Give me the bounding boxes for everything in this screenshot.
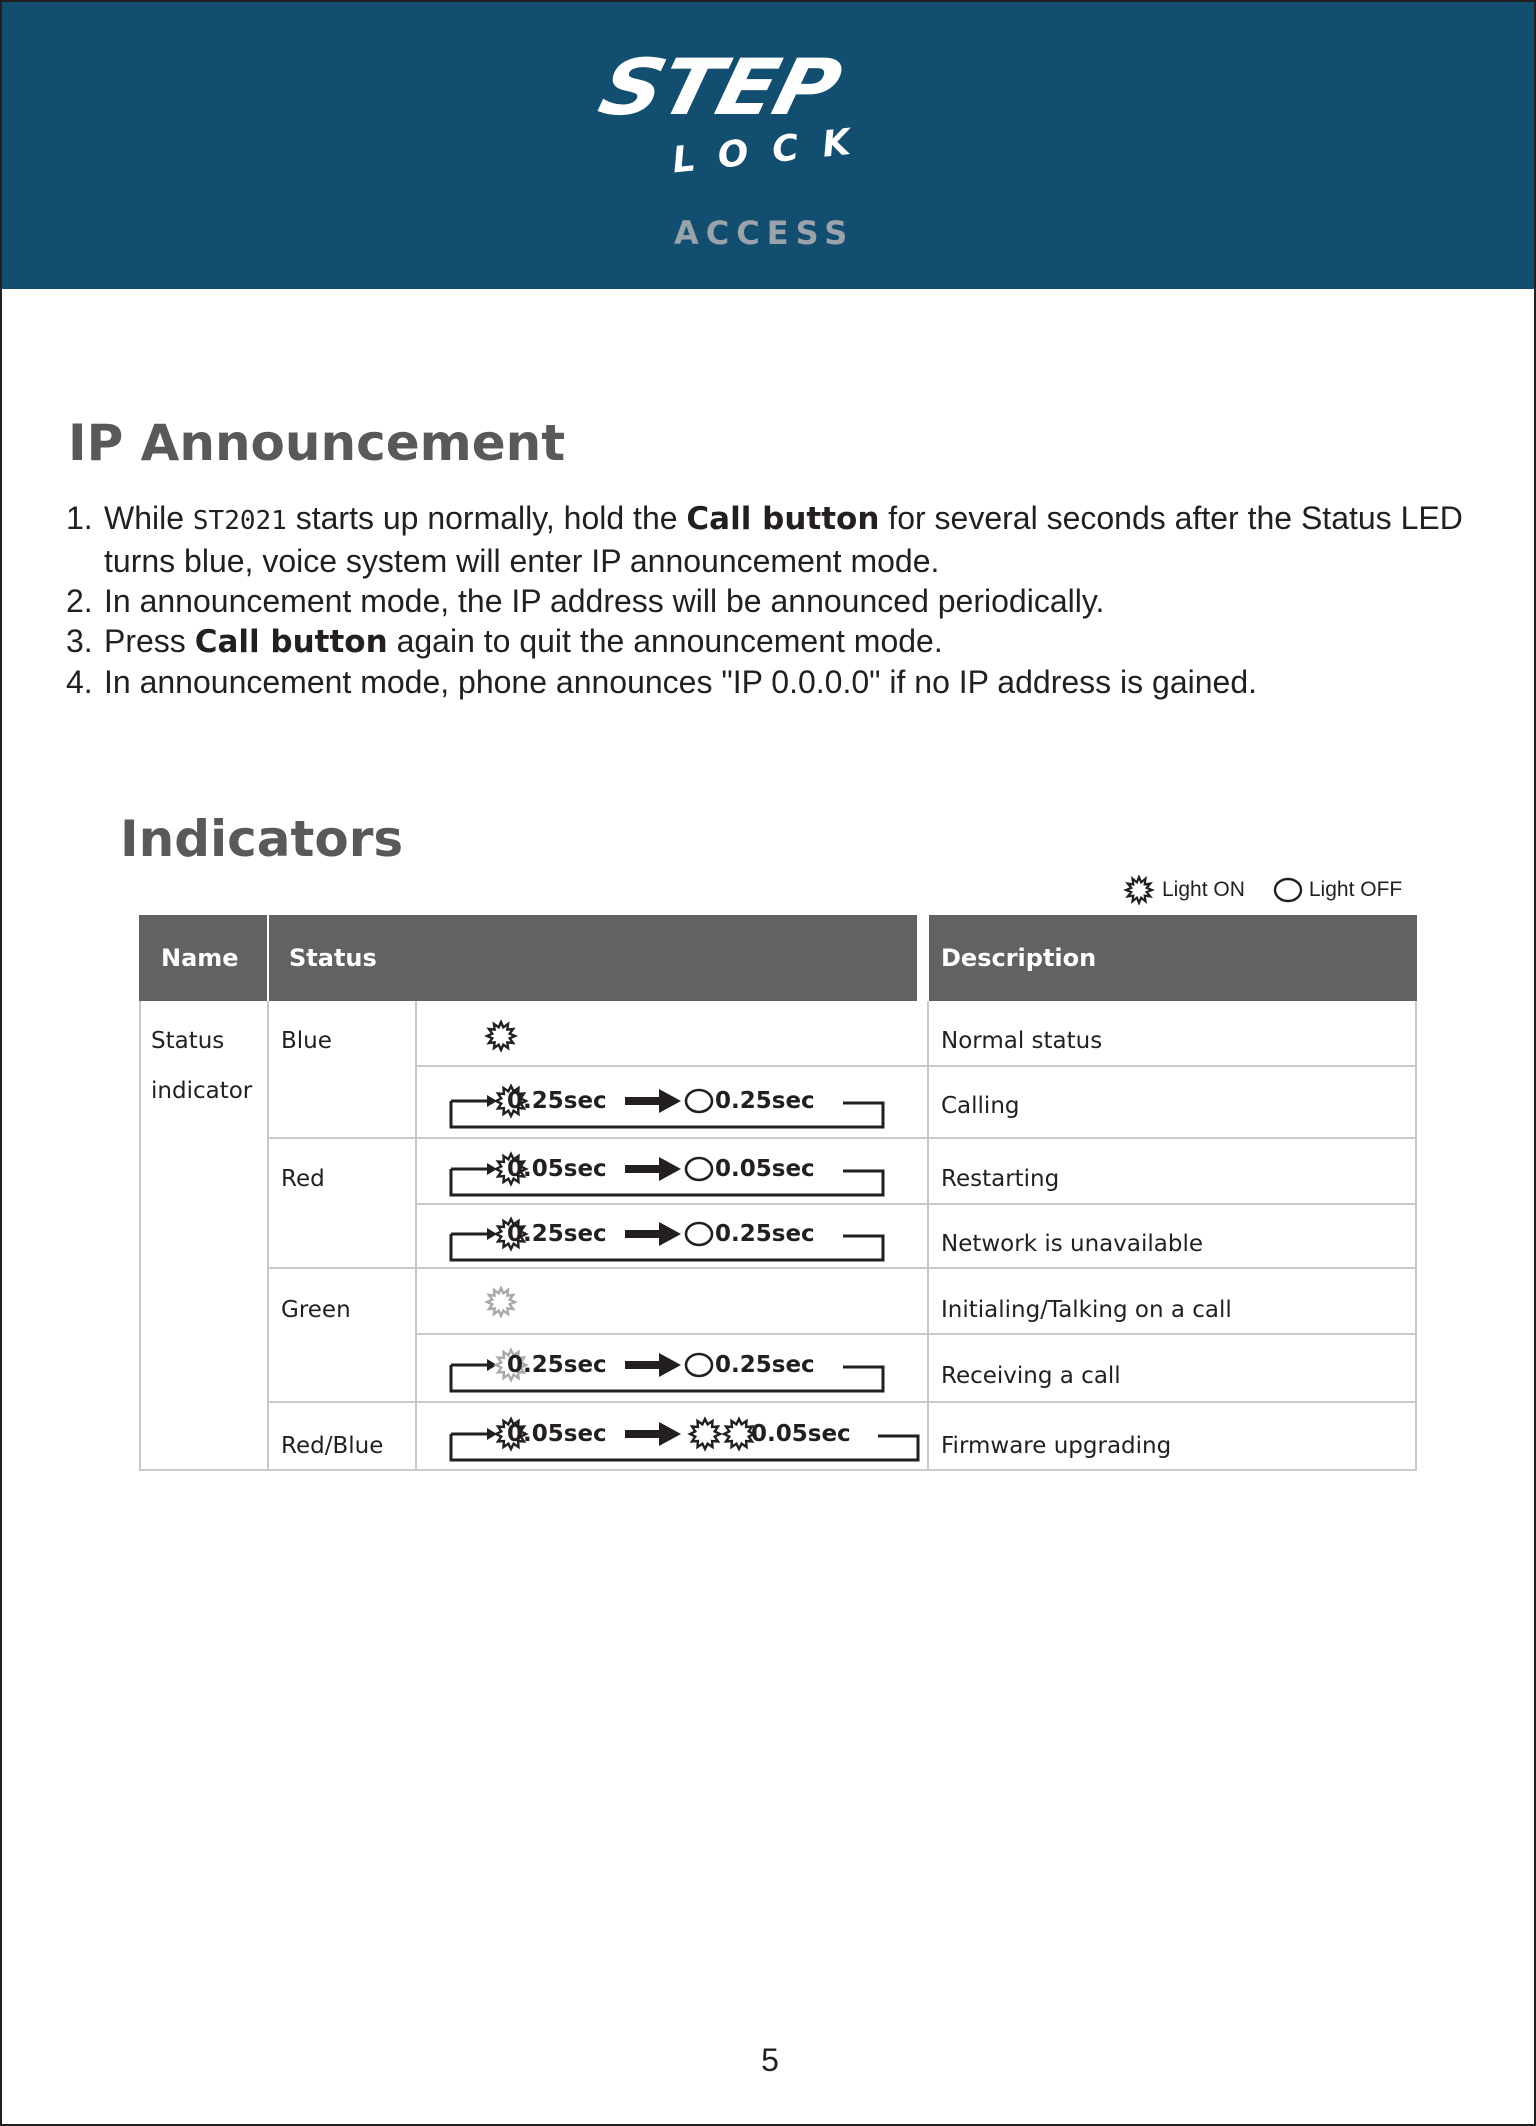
arrow-icon (659, 1222, 681, 1246)
header-status: Status (269, 915, 917, 1001)
description-cell: Restarting (941, 1166, 1060, 1192)
blink-pattern (443, 1149, 923, 1201)
legend-off-label: Light OFF (1308, 878, 1403, 901)
grid-line (415, 1065, 1417, 1067)
grid-line (415, 1333, 1417, 1335)
light-off-icon (686, 1158, 712, 1180)
logo-access-text: ACCESS (674, 214, 855, 252)
light-off-icon (1273, 875, 1303, 905)
on-duration: 0.05sec (507, 1156, 607, 1182)
step-text: In announcement mode, the IP address will be announced periodically. (104, 583, 1105, 619)
on-duration: 0.25sec (507, 1352, 607, 1378)
ip-steps-list (66, 498, 1486, 702)
indicators-table (139, 915, 1417, 1471)
grid-line (415, 1203, 1417, 1205)
brand-header (2, 2, 1536, 289)
legend-light-on (1122, 875, 1245, 905)
header-name: Name (139, 915, 267, 1001)
legend-light-off (1273, 875, 1402, 905)
off-duration: 0.25sec (715, 1221, 815, 1247)
red-duration: 0.05sec (507, 1421, 607, 1447)
blue-duration: 0.05sec (751, 1421, 851, 1447)
step-number: 3. (66, 623, 93, 659)
call-button-term: Call button (686, 501, 880, 537)
arrow-icon (625, 1361, 661, 1369)
off-duration: 0.05sec (715, 1156, 815, 1182)
grid-line (139, 1001, 141, 1471)
color-green: Green (281, 1297, 351, 1323)
step-item (66, 581, 1486, 621)
light-on-icon (483, 1286, 519, 1318)
step-text: for several seconds after the Status LED turns blue, voice system will enter IP announcement mode. (104, 500, 1463, 579)
light-on-icon (483, 1020, 519, 1052)
ip-announcement-title: IP Announcement (68, 414, 566, 472)
color-blue: Blue (281, 1028, 332, 1054)
blink-pattern (443, 1214, 923, 1266)
call-button-term: Call button (194, 624, 388, 660)
header-divider (267, 915, 269, 1001)
light-on-icon (690, 1419, 720, 1449)
steplock-logo (592, 38, 952, 258)
header-description: Description (929, 915, 1417, 1001)
light-off-icon (686, 1354, 712, 1376)
light-legend (1122, 875, 1402, 905)
blink-pattern (443, 1345, 923, 1397)
arrow-icon (659, 1422, 681, 1446)
step-item (66, 662, 1486, 702)
step-text: In announcement mode, phone announces "IP 0.0.0.0" if no IP address is gained. (104, 664, 1258, 700)
arrow-icon (625, 1097, 661, 1105)
name-cell (151, 1016, 252, 1116)
step-text: starts up normally, hold the (286, 500, 687, 536)
grid-line (267, 1267, 1417, 1269)
step-item (66, 621, 1486, 662)
name-line: indicator (151, 1078, 253, 1104)
blink-pattern (443, 1081, 923, 1133)
indicators-title: Indicators (120, 810, 404, 868)
arrow-icon (625, 1430, 661, 1438)
step-text: Press (104, 623, 195, 659)
step-item (66, 498, 1486, 581)
arrow-icon (625, 1230, 661, 1238)
header-divider (927, 915, 929, 1001)
description-cell: Initialing/Talking on a call (941, 1297, 1232, 1323)
light-off-icon (686, 1223, 712, 1245)
legend-on-label: Light ON (1162, 878, 1245, 901)
off-duration: 0.25sec (715, 1352, 815, 1378)
name-line: Status (151, 1028, 225, 1054)
step-text: again to quit the announcement mode. (387, 623, 943, 659)
light-off-icon (686, 1090, 712, 1112)
grid-line (267, 1137, 1417, 1139)
arrow-icon (659, 1353, 681, 1377)
model-number: ST2021 (192, 506, 287, 536)
step-number: 1. (66, 500, 93, 536)
on-duration: 0.25sec (507, 1221, 607, 1247)
grid-line (267, 1401, 1417, 1403)
alternate-pattern (443, 1414, 923, 1466)
step-number: 2. (66, 583, 93, 619)
light-on-icon (1122, 875, 1156, 905)
step-text: While (104, 500, 193, 536)
description-cell: Receiving a call (941, 1363, 1121, 1389)
arrow-icon (625, 1165, 661, 1173)
arrow-icon (659, 1089, 681, 1113)
description-cell: Calling (941, 1093, 1020, 1119)
logo-step-text: STEP (590, 43, 848, 133)
on-duration: 0.25sec (507, 1088, 607, 1114)
off-duration: 0.25sec (715, 1088, 815, 1114)
logo-lock-text: LOCK (670, 119, 877, 182)
description-cell: Firmware upgrading (941, 1433, 1172, 1459)
step-number: 4. (66, 664, 93, 700)
light-on-icon (724, 1419, 754, 1449)
description-cell: Normal status (941, 1028, 1103, 1054)
color-red-blue: Red/Blue (281, 1433, 384, 1459)
description-cell: Network is unavailable (941, 1231, 1203, 1257)
arrow-icon (659, 1157, 681, 1181)
page-number: 5 (761, 2042, 779, 2078)
color-red: Red (281, 1166, 325, 1192)
